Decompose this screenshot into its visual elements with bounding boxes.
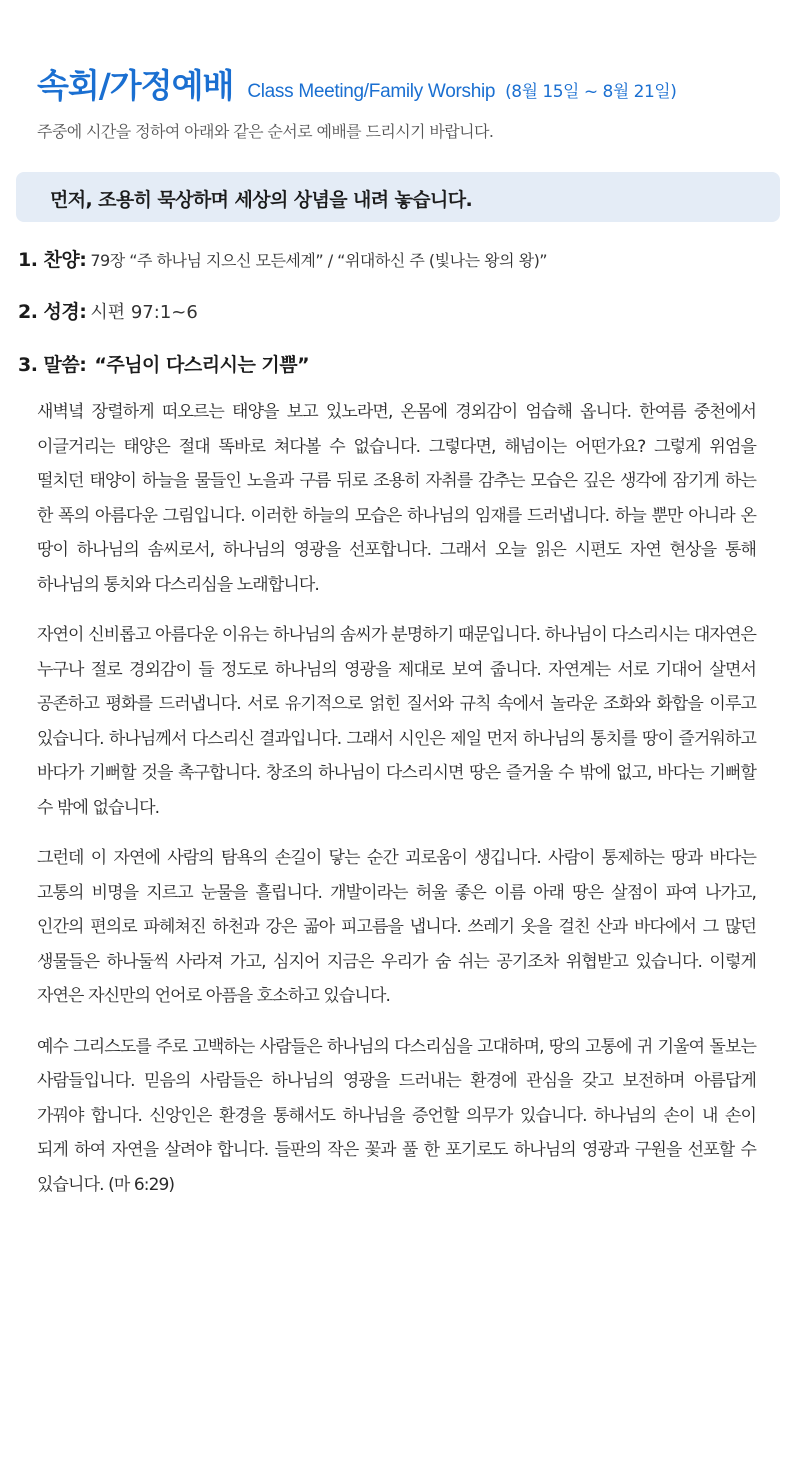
page-title: 속회/가정예배 bbox=[37, 66, 234, 105]
scripture-item bbox=[18, 297, 198, 324]
message-label: 3. 말씀: bbox=[18, 354, 87, 376]
page-title-english: Class Meeting/Family Worship bbox=[247, 81, 496, 102]
hymn-item bbox=[18, 245, 547, 272]
scripture-label: 2. 성경: bbox=[18, 301, 87, 323]
header bbox=[37, 60, 777, 107]
message-title: “주님이 다스리시는 기쁨” bbox=[94, 354, 310, 376]
scripture-value: 시편 97:1~6 bbox=[90, 302, 198, 323]
subtitle: 주중에 시간을 정하여 아래와 같은 순서로 예배를 드리시기 바랍니다. bbox=[37, 122, 494, 141]
hymn-label: 1. 찬양: bbox=[18, 249, 87, 271]
message-item bbox=[18, 350, 309, 377]
sermon-paragraph: 그런데 이 자연에 사람의 탐욕의 손길이 닿는 순간 괴로움이 생깁니다. 사람이 통제하는 땅과 바다는 고통의 비명을 지르고 눈물을 흘립니다. 개발이라는 허울 좋은 이름 아래 땅은 살점이 파여 나가고, 인간의 편의로 파헤쳐진 하천과 강은 곪아 피고름을 냅니다. 쓰레기 옷을 걸친 산과 바다에서 그 많던 생물들은 하나둘씩 사라져 가고, 심지어 지금은 우리가 숨 쉬는 공기조차 위협받고 있습니다. 이렇게 자연은 자신만의 언어로 아픔을 호소하고 있습니다. bbox=[37, 848, 756, 1006]
meditation-banner bbox=[16, 172, 780, 222]
date-range: (8월 15일 ~ 8월 21일) bbox=[505, 82, 677, 102]
sermon-paragraph: 새벽녘 장렬하게 떠오르는 태양을 보고 있노라면, 온몸에 경외감이 엄습해 옵니다. 한여름 중천에서 이글거리는 태양은 절대 똑바로 쳐다볼 수 없습니다. 그렇다면, 해넘이는 어떤가요? 그렇게 위엄을 떨치던 태양이 하늘을 물들인 노을과 구름 뒤로 조용히 자취를 감추는 모습은 깊은 생각에 잠기게 하는 한 폭의 아름다운 그림입니다. 이러한 하늘의 모습은 하나님의 임재를 드러냅니다. 하늘 뿐만 아니라 온 땅이 하나님의 솜씨로서, 하나님의 영광을 선포합니다. 그래서 오늘 읽은 시편도 자연 현상을 통해 하나님의 통치와 다스리심을 노래합니다. bbox=[37, 402, 756, 595]
sermon-paragraph: 자연이 신비롭고 아름다운 이유는 하나님의 솜씨가 분명하기 때문입니다. 하나님이 다스리시는 대자연은 누구나 절로 경외감이 들 정도로 하나님의 영광을 제대로 보여 줍니다. 자연계는 서로 기대어 살면서 공존하고 평화를 드러냅니다. 서로 유기적으로 얽힌 질서와 규칙 속에서 놀라운 조화와 화합을 이루고 있습니다. 하나님께서 다스리신 결과입니다. 그래서 시인은 제일 먼저 하나님의 통치를 땅이 즐거워하고 바다가 기뻐할 것을 촉구합니다. 창조의 하나님이 다스리시면 땅은 즐거울 수 밖에 없고, 바다는 기뻐할 수 밖에 없습니다. bbox=[37, 625, 756, 818]
sermon-body bbox=[37, 395, 756, 1218]
hymn-value: 79장 “주 하나님 지으신 모든세계” / “위대하신 주 (빛나는 왕의 왕)” bbox=[90, 251, 548, 270]
banner-text: 먼저, 조용히 묵상하며 세상의 상념을 내려 놓습니다. bbox=[50, 189, 473, 211]
sermon-paragraph: 예수 그리스도를 주로 고백하는 사람들은 하나님의 다스리심을 고대하며, 땅의 고통에 귀 기울여 돌보는 사람들입니다. 믿음의 사람들은 하나님의 영광을 드러내는 환경에 관심을 갖고 보전하며 아름답게 가꿔야 합니다. 신앙인은 환경을 통해서도 하나님을 증언할 의무가 있습니다. 하나님의 손이 내 손이 되게 하여 자연을 살려야 합니다. 들판의 작은 꽃과 풀 한 포기로도 하나님의 영광과 구원을 선포할 수 있습니다. (마 6:29) bbox=[37, 1036, 756, 1195]
